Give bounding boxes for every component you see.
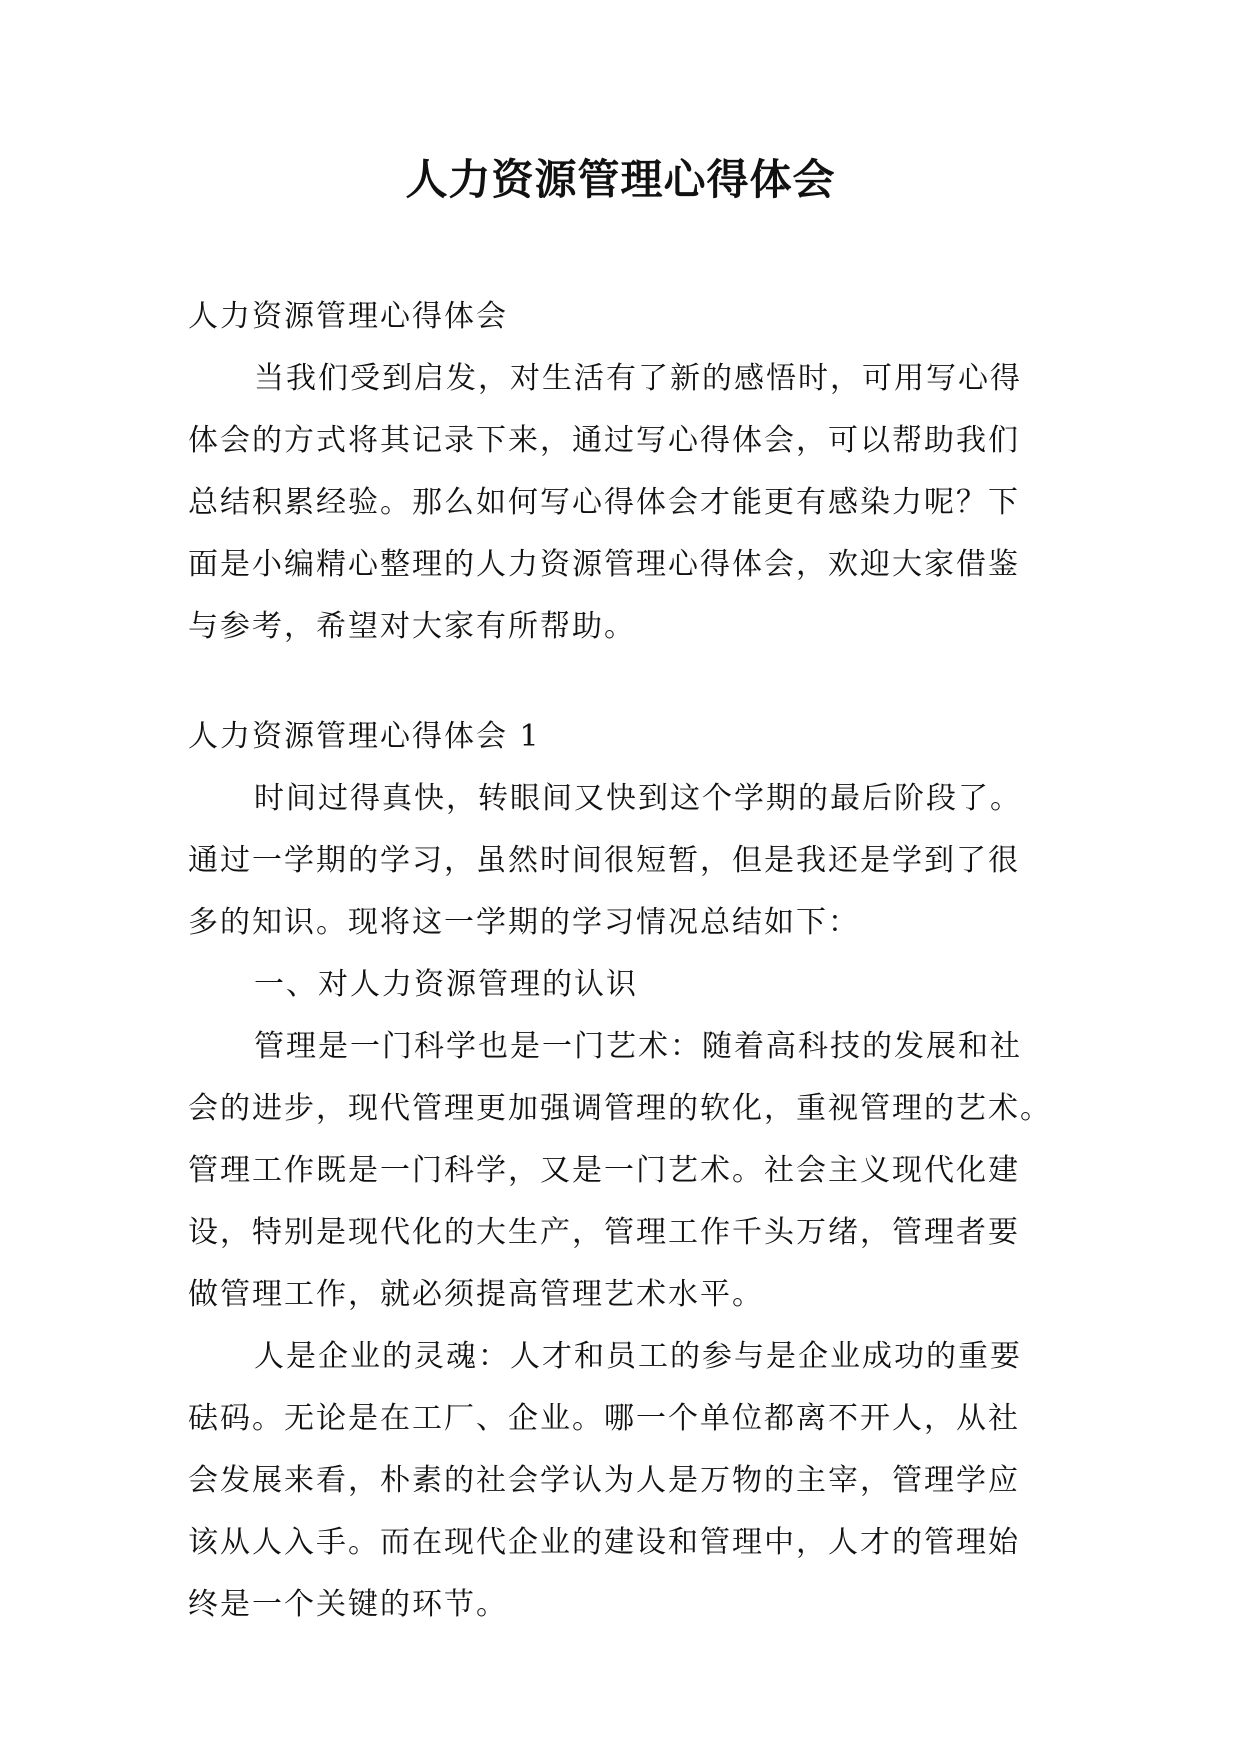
- text-line: 人力资源管理心得体会 1: [188, 719, 541, 754]
- text-line: 人是企业的灵魂：人才和员工的参与是企业成功的重要: [254, 1339, 1022, 1374]
- text-line: 与参考，希望对大家有所帮助。: [188, 609, 636, 644]
- text-line: 管理是一门科学也是一门艺术：随着高科技的发展和社: [254, 1029, 1022, 1064]
- text-line: 多的知识。现将这一学期的学习情况总结如下：: [188, 905, 860, 940]
- text-line: 总结积累经验。那么如何写心得体会才能更有感染力呢？下: [188, 485, 1020, 520]
- text-line: 面是小编精心整理的人力资源管理心得体会，欢迎大家借鉴: [188, 547, 1020, 582]
- document-title: 人力资源管理心得体会: [405, 155, 836, 204]
- text-line: 做管理工作，就必须提高管理艺术水平。: [188, 1277, 764, 1312]
- text-line: 体会的方式将其记录下来，通过写心得体会，可以帮助我们: [188, 423, 1020, 458]
- text-line: 砝码。无论是在工厂、企业。哪一个单位都离不开人，从社: [188, 1401, 1020, 1436]
- text-line: 设，特别是现代化的大生产，管理工作千头万绪，管理者要: [188, 1215, 1020, 1250]
- text-line: 当我们受到启发，对生活有了新的感悟时，可用写心得: [254, 361, 1022, 396]
- paragraph-gap: [188, 658, 1058, 706]
- text-line: 一、对人力资源管理的认识: [254, 967, 638, 1002]
- text-line: 时间过得真快，转眼间又快到这个学期的最后阶段了。: [254, 781, 1022, 816]
- text-line: 终是一个关键的环节。: [188, 1587, 508, 1622]
- text-line: 会的进步，现代管理更加强调管理的软化，重视管理的艺术。: [188, 1091, 1052, 1126]
- text-line: 会发展来看，朴素的社会学认为人是万物的主宰，管理学应: [188, 1463, 1020, 1498]
- text-line: 人力资源管理心得体会: [188, 299, 508, 334]
- text-line: 该从人入手。而在现代企业的建设和管理中，人才的管理始: [188, 1525, 1020, 1560]
- text-line: 管理工作既是一门科学，又是一门艺术。社会主义现代化建: [188, 1153, 1020, 1188]
- document-body: [188, 286, 1058, 1636]
- text-line: 通过一学期的学习，虽然时间很短暂，但是我还是学到了很: [188, 843, 1020, 878]
